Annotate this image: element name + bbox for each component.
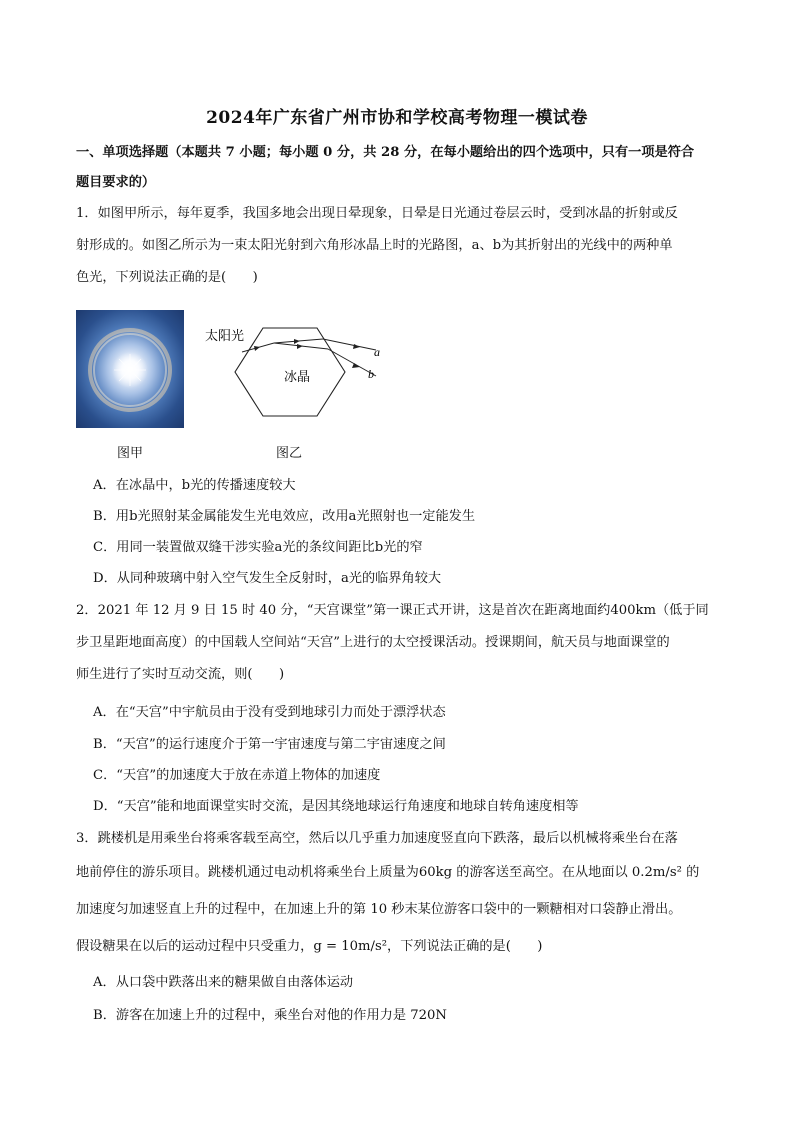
- ice-crystal-label: 冰晶: [284, 369, 311, 384]
- q1-option-d: D．从同种玻璃中射入空气发生全反射时，a光的临界角较大: [93, 571, 442, 586]
- ice-crystal-diagram: [200, 318, 400, 422]
- section-header-line2: 题目要求的）: [76, 175, 156, 190]
- q1-option-b: B．用b光照射某金属能发生光电效应，改用a光照射也一定能发生: [93, 509, 476, 524]
- q2-stem-line3: 师生进行了实时互动交流，则( ): [76, 667, 285, 682]
- ray-b-label: b: [368, 367, 374, 381]
- q2-stem-line1: 2．2021 年 12 月 9 日 15 时 40 分，“天宫课堂”第一课正式开讲，这是首次在距离地面约400km（低于同: [76, 603, 709, 618]
- q2-stem-line2: 步卫星距地面高度）的中国载人空间站“天宫”上进行的太空授课活动。授课期间，航天员与地面课堂的: [76, 635, 670, 650]
- exam-title: 2024年广东省广州市协和学校高考物理一模试卷: [206, 108, 588, 128]
- ray-a: [323, 339, 376, 350]
- halo-photo: [76, 310, 184, 428]
- q1-stem-line3: 色光，下列说法正确的是( ): [76, 270, 258, 285]
- q2-option-a: A．在“天宫”中宇航员由于没有受到地球引力而处于漂浮状态: [93, 705, 446, 720]
- figure-yi-caption: 图乙: [276, 446, 303, 461]
- q1-option-a: A．在冰晶中，b光的传播速度较大: [93, 478, 296, 493]
- q1-option-c: C．用同一装置做双缝干涉实验a光的条纹间距比b光的窄: [93, 540, 423, 555]
- section-header-line1: 一、单项选择题（本题共 7 小题；每小题 0 分，共 28 分，在每小题给出的四个选项中，只有一项是符合: [76, 145, 695, 160]
- q3-stem-line4: 假设糖果在以后的运动过程中只受重力，g = 10m/s²，下列说法正确的是( ): [76, 939, 543, 954]
- q1-stem-line1: 1．如图甲所示，每年夏季，我国多地会出现日晕现象，日晕是日光通过卷层云时，受到冰晶的折射或反: [76, 206, 678, 221]
- q3-stem-line3: 加速度匀加速竖直上升的过程中，在加速上升的第 10 秒末某位游客口袋中的一颗糖相对口袋静止滑出。: [76, 902, 682, 917]
- sunlight-label: 太阳光: [205, 328, 245, 343]
- ray-a-label: a: [374, 345, 380, 359]
- q3-option-b: B．游客在加速上升的过程中，乘坐台对他的作用力是 720N: [93, 1008, 447, 1023]
- q2-option-c: C．“天宫”的加速度大于放在赤道上物体的加速度: [93, 768, 381, 783]
- figure-jia-caption: 图甲: [117, 446, 144, 461]
- q2-option-d: D．“天宫”能和地面课堂实时交流，是因其绕地球运行角速度和地球自转角速度相等: [93, 799, 579, 814]
- q2-option-b: B．“天宫”的运行速度介于第一宇宙速度与第二宇宙速度之间: [93, 737, 446, 752]
- q3-stem-line1: 3．跳楼机是用乘坐台将乘客载至高空，然后以几乎重力加速度竖直向下跌落，最后以机械将乘坐台在落: [76, 831, 678, 846]
- q3-stem-line2: 地前停住的游乐项目。跳楼机通过电动机将乘坐台上质量为60kg 的游客送至高空。在从地面以 0.2m/s² 的: [76, 865, 700, 880]
- q1-stem-line2: 射形成的。如图乙所示为一束太阳光射到六角形冰晶上时的光路图，a、b为其折射出的光线中的两种单: [76, 238, 673, 253]
- q3-option-a: A．从口袋中跌落出来的糖果做自由落体运动: [93, 975, 354, 990]
